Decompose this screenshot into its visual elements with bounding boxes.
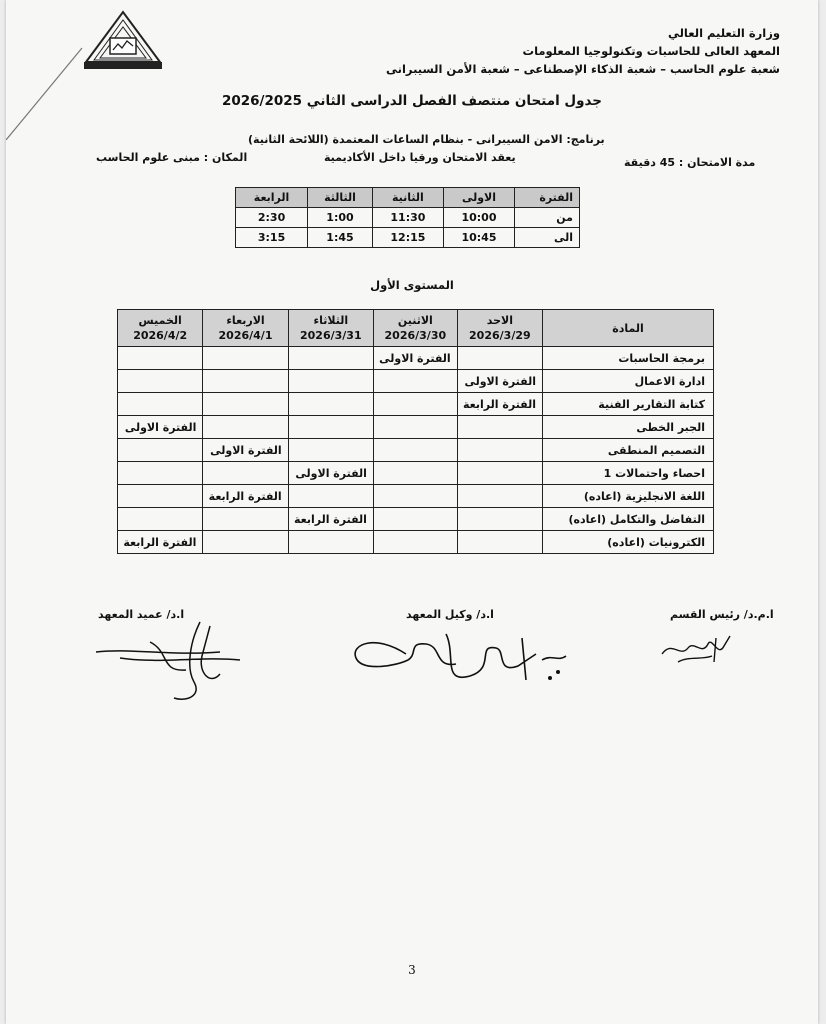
subject-name: كتابة التقارير الفنية xyxy=(543,393,714,416)
exam-cell xyxy=(288,485,373,508)
exam-cell xyxy=(118,485,203,508)
day-header xyxy=(118,310,203,347)
exam-cell xyxy=(457,347,542,370)
exam-cell xyxy=(373,393,457,416)
exam-cell: الفترة الاولى xyxy=(203,439,288,462)
table-row xyxy=(118,416,714,439)
subject-name: الجبر الخطى xyxy=(543,416,714,439)
exam-cell xyxy=(203,508,288,531)
exam-cell xyxy=(373,508,457,531)
institute-logo xyxy=(80,8,166,70)
subject-name: برمجة الحاسبات xyxy=(543,347,714,370)
table-row xyxy=(118,462,714,485)
exam-cell xyxy=(288,393,373,416)
exam-cell xyxy=(118,393,203,416)
exam-cell xyxy=(373,462,457,485)
folded-corner xyxy=(6,0,86,140)
head-of-department-label: ا.م.د/ رئيس القسم xyxy=(670,608,774,621)
page-title: جدول امتحان منتصف الفصل الدراسى الثاني 2026/2025 xyxy=(221,93,603,109)
exam-cell xyxy=(288,439,373,462)
day-date: 2026/4/1 xyxy=(218,329,273,342)
exam-cell xyxy=(118,347,203,370)
exam-cell xyxy=(203,531,288,554)
exam-cell xyxy=(118,508,203,531)
subject-name: التفاضل والتكامل (اعاده) xyxy=(543,508,714,531)
period-header: الثالثة xyxy=(308,188,373,208)
exam-cell xyxy=(203,393,288,416)
day-name: الاحد xyxy=(486,314,513,327)
vice-dean-label: ا.د/ وكيل المعهد xyxy=(406,608,494,621)
subject-name: اللغة الانجليزية (اعاده) xyxy=(543,485,714,508)
exam-cell xyxy=(118,439,203,462)
day-name: الاثنين xyxy=(397,314,433,327)
exam-cell xyxy=(457,439,542,462)
period-row-label: الى xyxy=(515,228,580,248)
exam-cell xyxy=(288,416,373,439)
period-time: 11:30 xyxy=(372,208,443,228)
exam-cell xyxy=(457,416,542,439)
exam-duration: مدة الامتحان : 45 دقيقة xyxy=(624,156,756,169)
period-time: 10:00 xyxy=(443,208,514,228)
exam-cell xyxy=(373,370,457,393)
table-row xyxy=(118,370,714,393)
table-row xyxy=(118,485,714,508)
exam-location: المكان : مبنى علوم الحاسب xyxy=(96,151,248,164)
exam-cell: الفترة الاولى xyxy=(288,462,373,485)
exam-cell xyxy=(203,416,288,439)
exam-cell xyxy=(118,462,203,485)
exam-schedule-table xyxy=(117,309,714,554)
table-row xyxy=(118,508,714,531)
exam-cell xyxy=(203,347,288,370)
exam-cell xyxy=(373,416,457,439)
exam-cell xyxy=(203,370,288,393)
exam-cell xyxy=(457,508,542,531)
period-time: 1:45 xyxy=(308,228,373,248)
institute-name: المعهد العالى للحاسبات وتكنولوجيا المعلومات xyxy=(522,44,780,58)
exam-cell: الفترة الرابعة xyxy=(457,393,542,416)
table-row xyxy=(118,439,714,462)
day-header xyxy=(457,310,542,347)
ministry-name: وزارة التعليم العالي xyxy=(667,26,780,40)
exam-cell xyxy=(457,462,542,485)
dean-label: ا.د/ عميد المعهد xyxy=(98,608,185,621)
period-time: 1:00 xyxy=(308,208,373,228)
period-time: 10:45 xyxy=(443,228,514,248)
exam-cell: الفترة الرابعة xyxy=(203,485,288,508)
page-number: 3 xyxy=(408,963,416,977)
exam-cell: الفترة الرابعة xyxy=(288,508,373,531)
day-date: 2026/4/2 xyxy=(133,329,188,342)
period-header: الثانية xyxy=(372,188,443,208)
exam-cell: الفترة الاولى xyxy=(118,416,203,439)
exam-cell: الفترة الاولى xyxy=(457,370,542,393)
period-header: الرابعة xyxy=(236,188,308,208)
exam-note: يعقد الامتحان ورقيا داخل الأكاديمية xyxy=(324,151,516,164)
exam-cell xyxy=(373,439,457,462)
day-date: 2026/3/30 xyxy=(384,329,447,342)
exam-cell xyxy=(373,485,457,508)
periods-corner: الفترة xyxy=(515,188,580,208)
day-name: الاربعاء xyxy=(226,314,265,327)
subject-name: الكترونيات (اعاده) xyxy=(543,531,714,554)
exam-cell xyxy=(457,531,542,554)
day-name: الخميس xyxy=(138,314,182,327)
exam-cell xyxy=(373,531,457,554)
day-date: 2026/3/31 xyxy=(299,329,362,342)
exam-cell xyxy=(288,531,373,554)
subject-name: احصاء واحتمالات 1 xyxy=(543,462,714,485)
exam-cell: الفترة الاولى xyxy=(373,347,457,370)
department-name: شعبة علوم الحاسب – شعبة الذكاء الإصطناعى – شعبة الأمن السيبرانى xyxy=(386,62,780,76)
period-header: الاولى xyxy=(443,188,514,208)
subject-name: ادارة الاعمال xyxy=(543,370,714,393)
exam-cell xyxy=(118,370,203,393)
vice-dean-signature xyxy=(346,614,576,694)
table-row xyxy=(118,347,714,370)
day-header xyxy=(373,310,457,347)
document-page xyxy=(6,0,818,1024)
exam-cell xyxy=(288,370,373,393)
period-time: 2:30 xyxy=(236,208,308,228)
day-header xyxy=(288,310,373,347)
day-name: الثلاثاء xyxy=(313,314,349,327)
exam-cell: الفترة الرابعة xyxy=(118,531,203,554)
level-heading: المستوى الأول xyxy=(370,278,454,292)
dean-signature xyxy=(90,612,250,702)
exam-cell xyxy=(288,347,373,370)
exam-cell xyxy=(203,462,288,485)
period-time: 3:15 xyxy=(236,228,308,248)
exam-cell xyxy=(457,485,542,508)
head-signature xyxy=(658,628,738,668)
subject-name: التصميم المنطقى xyxy=(543,439,714,462)
table-row xyxy=(118,393,714,416)
day-date: 2026/3/29 xyxy=(469,329,531,342)
day-header xyxy=(203,310,288,347)
subject-header: المادة xyxy=(543,310,714,347)
program-line: برنامج: الامن السيبرانى - بنظام الساعات المعتمدة (اللائحة الثانية) xyxy=(248,133,605,146)
period-row-label: من xyxy=(515,208,580,228)
period-time: 12:15 xyxy=(372,228,443,248)
table-row xyxy=(118,531,714,554)
periods-table xyxy=(235,187,580,248)
